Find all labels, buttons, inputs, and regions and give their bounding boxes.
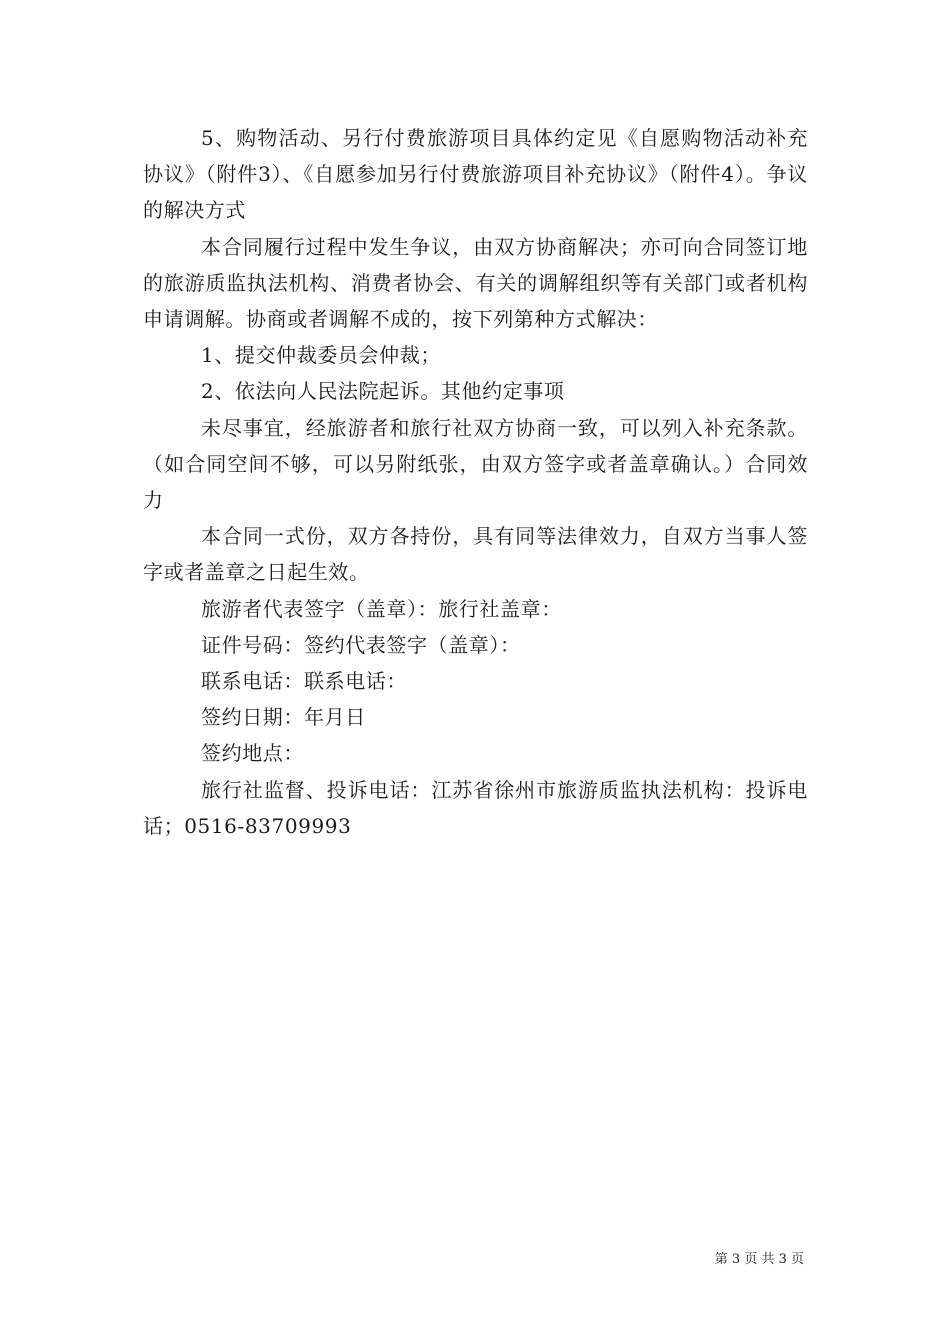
clause-contract-validity: 本合同一式份，双方各持份，具有同等法律效力，自双方当事人签字或者盖章之日起生效。: [143, 524, 808, 585]
signature-line-location: 签约地点：: [201, 741, 304, 766]
clause-court-option: 2、依法向人民法院起诉。其他约定事项: [201, 379, 565, 404]
clause-shopping-activities: 5、购物活动、另行付费旅游项目具体约定见《自愿购物活动补充协议》（附件3）、《自愿参加另行付费旅游项目补充协议》（附件4）。争议的解决方式: [143, 126, 808, 223]
clause-dispute-resolution: 本合同履行过程中发生争议，由双方协商解决；亦可向合同签订地的旅游质监执法机构、消费者协会、有关的调解组织等有关部门或者机构申请调解。协商或者调解不成的，按下列第种方式解决：: [143, 234, 808, 332]
contract-body: [143, 120, 808, 844]
signature-line-date: 签约日期：年月日: [201, 705, 366, 730]
signature-line-representatives: 旅游者代表签字（盖章）：旅行社盖章：: [201, 596, 562, 621]
signature-line-phone: 联系电话：联系电话：: [201, 669, 407, 694]
signature-line-id-number: 证件号码：签约代表签字（盖章）：: [201, 632, 521, 657]
complaint-hotline: 旅行社监督、投诉电话：江苏省徐州市旅游质监执法机构：投诉电话；0516-83709993: [143, 777, 808, 838]
clause-other-matters: 未尽事宜，经旅游者和旅行社双方协商一致，可以列入补充条款。（如合同空间不够，可以另附纸张，由双方签字或者盖章确认。）合同效力: [143, 415, 808, 513]
clause-arbitration-option: 1、提交仲裁委员会仲裁；: [201, 343, 441, 368]
page-number: 第 3 页 共 3 页: [714, 1252, 804, 1267]
